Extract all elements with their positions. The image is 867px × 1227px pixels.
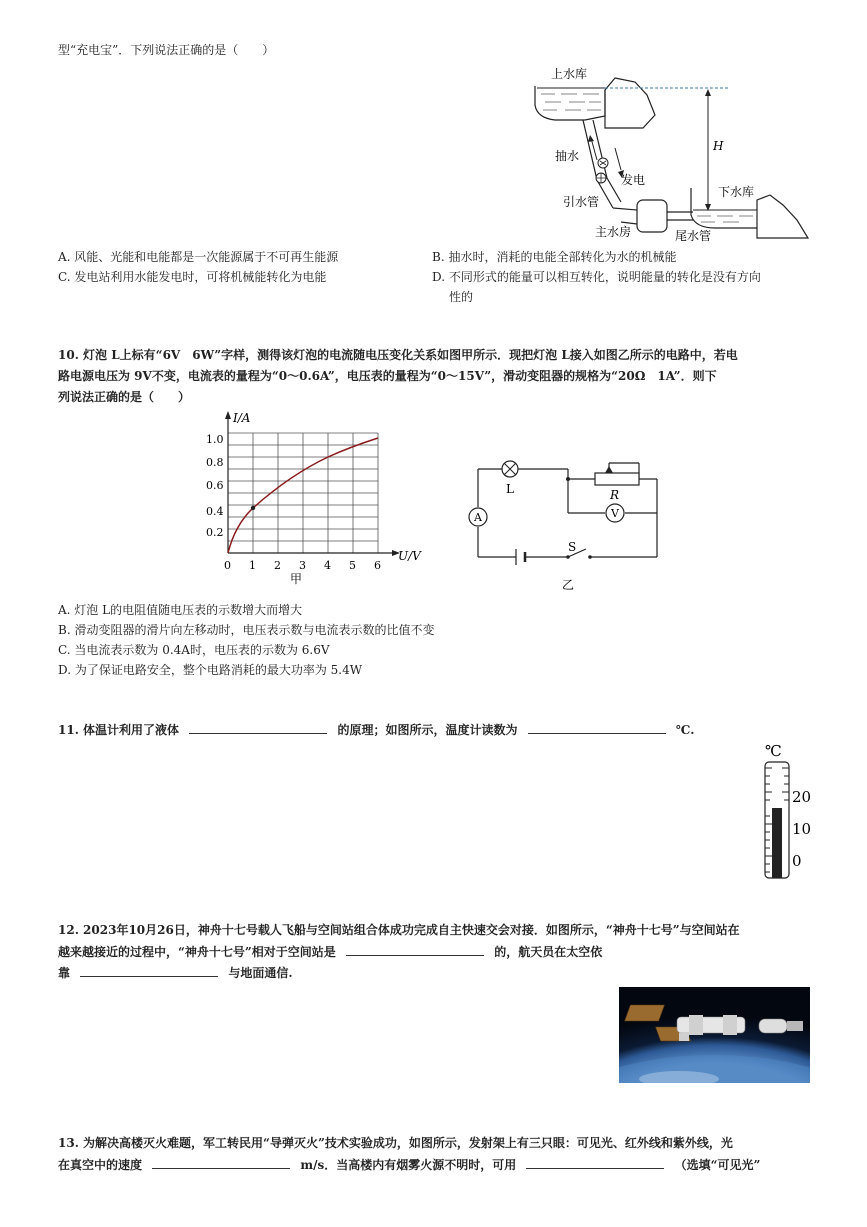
- ytick-4: 0.4: [206, 505, 224, 518]
- q10-option-c[interactable]: C. 当电流表示数为 0.4A时，电压表的示数为 6.6V: [58, 643, 330, 657]
- q12-line3-part1: 靠: [58, 966, 71, 980]
- q11-text: [58, 719, 694, 740]
- ammeter-label: A: [474, 511, 482, 524]
- ytick-2: 0.8: [206, 456, 224, 469]
- q11-part2: 的原理；如图所示，温度计读数为: [337, 723, 518, 737]
- iu-graph: [200, 405, 430, 590]
- q11-blank-2[interactable]: [528, 719, 666, 734]
- x-axis-label: U/V: [398, 549, 421, 563]
- q13-line1: 13. 为解决高楼灭火难题，军工转民用“导弹灭火”技术实验成功，如图所示，发射架上有三只眼：可见光、红外线和紫外线，光: [58, 1136, 733, 1150]
- xtick-1: 1: [249, 559, 256, 572]
- thermometer-figure: [755, 740, 825, 882]
- xtick-4: 4: [324, 559, 331, 572]
- graph-point: [251, 506, 255, 510]
- q13-blank-2[interactable]: [526, 1154, 664, 1169]
- q9-lead: 型“充电宝”．下列说法正确的是（ ）: [58, 43, 275, 57]
- machine-house-label: 主水房: [595, 225, 632, 239]
- thermo-tick-0: 0: [792, 852, 802, 870]
- q10-option-a[interactable]: A. 灯泡 L的电阻值随电压表的示数增大而增大: [58, 603, 303, 617]
- q12-line2-part1: 越来越接近的过程中，“神舟十七号”相对于空间站是: [58, 945, 336, 959]
- thermo-unit: ℃: [765, 742, 782, 760]
- upper-reservoir-label: 上水库: [551, 67, 588, 81]
- thermo-tick-10: 10: [792, 820, 812, 838]
- space-station-photo: [619, 987, 810, 1083]
- pump-label: 抽水: [555, 149, 580, 163]
- q10-option-d[interactable]: D. 为了保证电路安全，整个电路消耗的最大功率为 5.4W: [58, 663, 363, 677]
- xtick-0: 0: [224, 559, 231, 572]
- q13-line2-part3: （选填“可见光”: [674, 1158, 761, 1172]
- q12-blank-1[interactable]: [346, 941, 484, 956]
- circuit-diagram: [462, 455, 667, 595]
- y-axis-label: I/A: [233, 411, 251, 425]
- pipe-label: 引水管: [563, 195, 600, 209]
- tail-pipe-label: 尾水管: [675, 229, 712, 243]
- ytick-3: 0.6: [206, 479, 224, 492]
- q12-blank-2[interactable]: [80, 962, 218, 977]
- q9-option-b[interactable]: B. 抽水时，消耗的电能全部转化为水的机械能: [432, 250, 677, 264]
- q11-part3: ℃.: [675, 723, 695, 737]
- graph-caption: 甲: [290, 572, 303, 586]
- xtick-5: 5: [349, 559, 356, 572]
- rheostat-label: R: [610, 488, 620, 502]
- q12-line3-part2: 与地面通信.: [228, 966, 293, 980]
- switch-label: S: [568, 540, 577, 554]
- height-label: H: [713, 139, 724, 153]
- q9-option-d[interactable]: D. 不同形式的能量可以相互转化，说明能量的转化是没有方向: [432, 270, 761, 284]
- q9-option-a[interactable]: A. 风能、光能和电能都是一次能源属于不可再生能源: [58, 250, 339, 264]
- q11-part1: 11. 体温计利用了液体: [58, 723, 180, 737]
- q13-blank-1[interactable]: [152, 1154, 290, 1169]
- xtick-6: 6: [374, 559, 381, 572]
- ytick-1: 1.0: [206, 433, 224, 446]
- circuit-caption: 乙: [562, 578, 575, 592]
- q12-line1: 12. 2023年10月26日，神舟十七号载人飞船与空间站组合体成功完成自主快速交会对接．如图所示，“神舟十七号”与空间站在: [58, 923, 740, 937]
- lower-reservoir-label: 下水库: [718, 185, 755, 199]
- voltmeter-label: V: [611, 507, 619, 520]
- q9-option-c[interactable]: C. 发电站利用水能发电时，可将机械能转化为电能: [58, 270, 327, 284]
- gen-label: 发电: [621, 173, 646, 187]
- xtick-2: 2: [274, 559, 281, 572]
- q13-line2: [58, 1154, 760, 1175]
- q12-line3: [58, 962, 293, 983]
- q9-option-d-cont: 性的: [449, 290, 474, 304]
- thermo-tick-20: 20: [792, 788, 812, 806]
- q10-option-b[interactable]: B. 滑动变阻器的滑片向左移动时，电压表示数与电流表示数的比值不变: [58, 623, 435, 637]
- xtick-3: 3: [299, 559, 306, 572]
- q12-line2-part2: 的，航天员在太空依: [494, 945, 603, 959]
- q13-line2-part1: 在真空中的速度: [58, 1158, 143, 1172]
- q10-line2: 路电源电压为 9V不变，电流表的量程为“0～0.6A”，电压表的量程为“0～15V”，滑动变阻器的规格为“20Ω 1A”．则下: [58, 369, 717, 383]
- q11-blank-1[interactable]: [189, 719, 327, 734]
- q12-line2: [58, 941, 602, 962]
- q13-line2-part2: m/s．当高楼内有烟雾火源不明时，可用: [300, 1158, 517, 1172]
- q10-line1: 10. 灯泡 L上标有“6V 6W”字样，测得该灯泡的电流随电压变化关系如图甲所示．现把灯泡 L接入如图乙所示的电路中，若电: [58, 348, 738, 362]
- pumped-storage-figure: [525, 60, 815, 250]
- q10-line3: 列说法正确的是（ ）: [58, 390, 191, 404]
- ytick-5: 0.2: [206, 526, 224, 539]
- lamp-label: L: [506, 482, 514, 496]
